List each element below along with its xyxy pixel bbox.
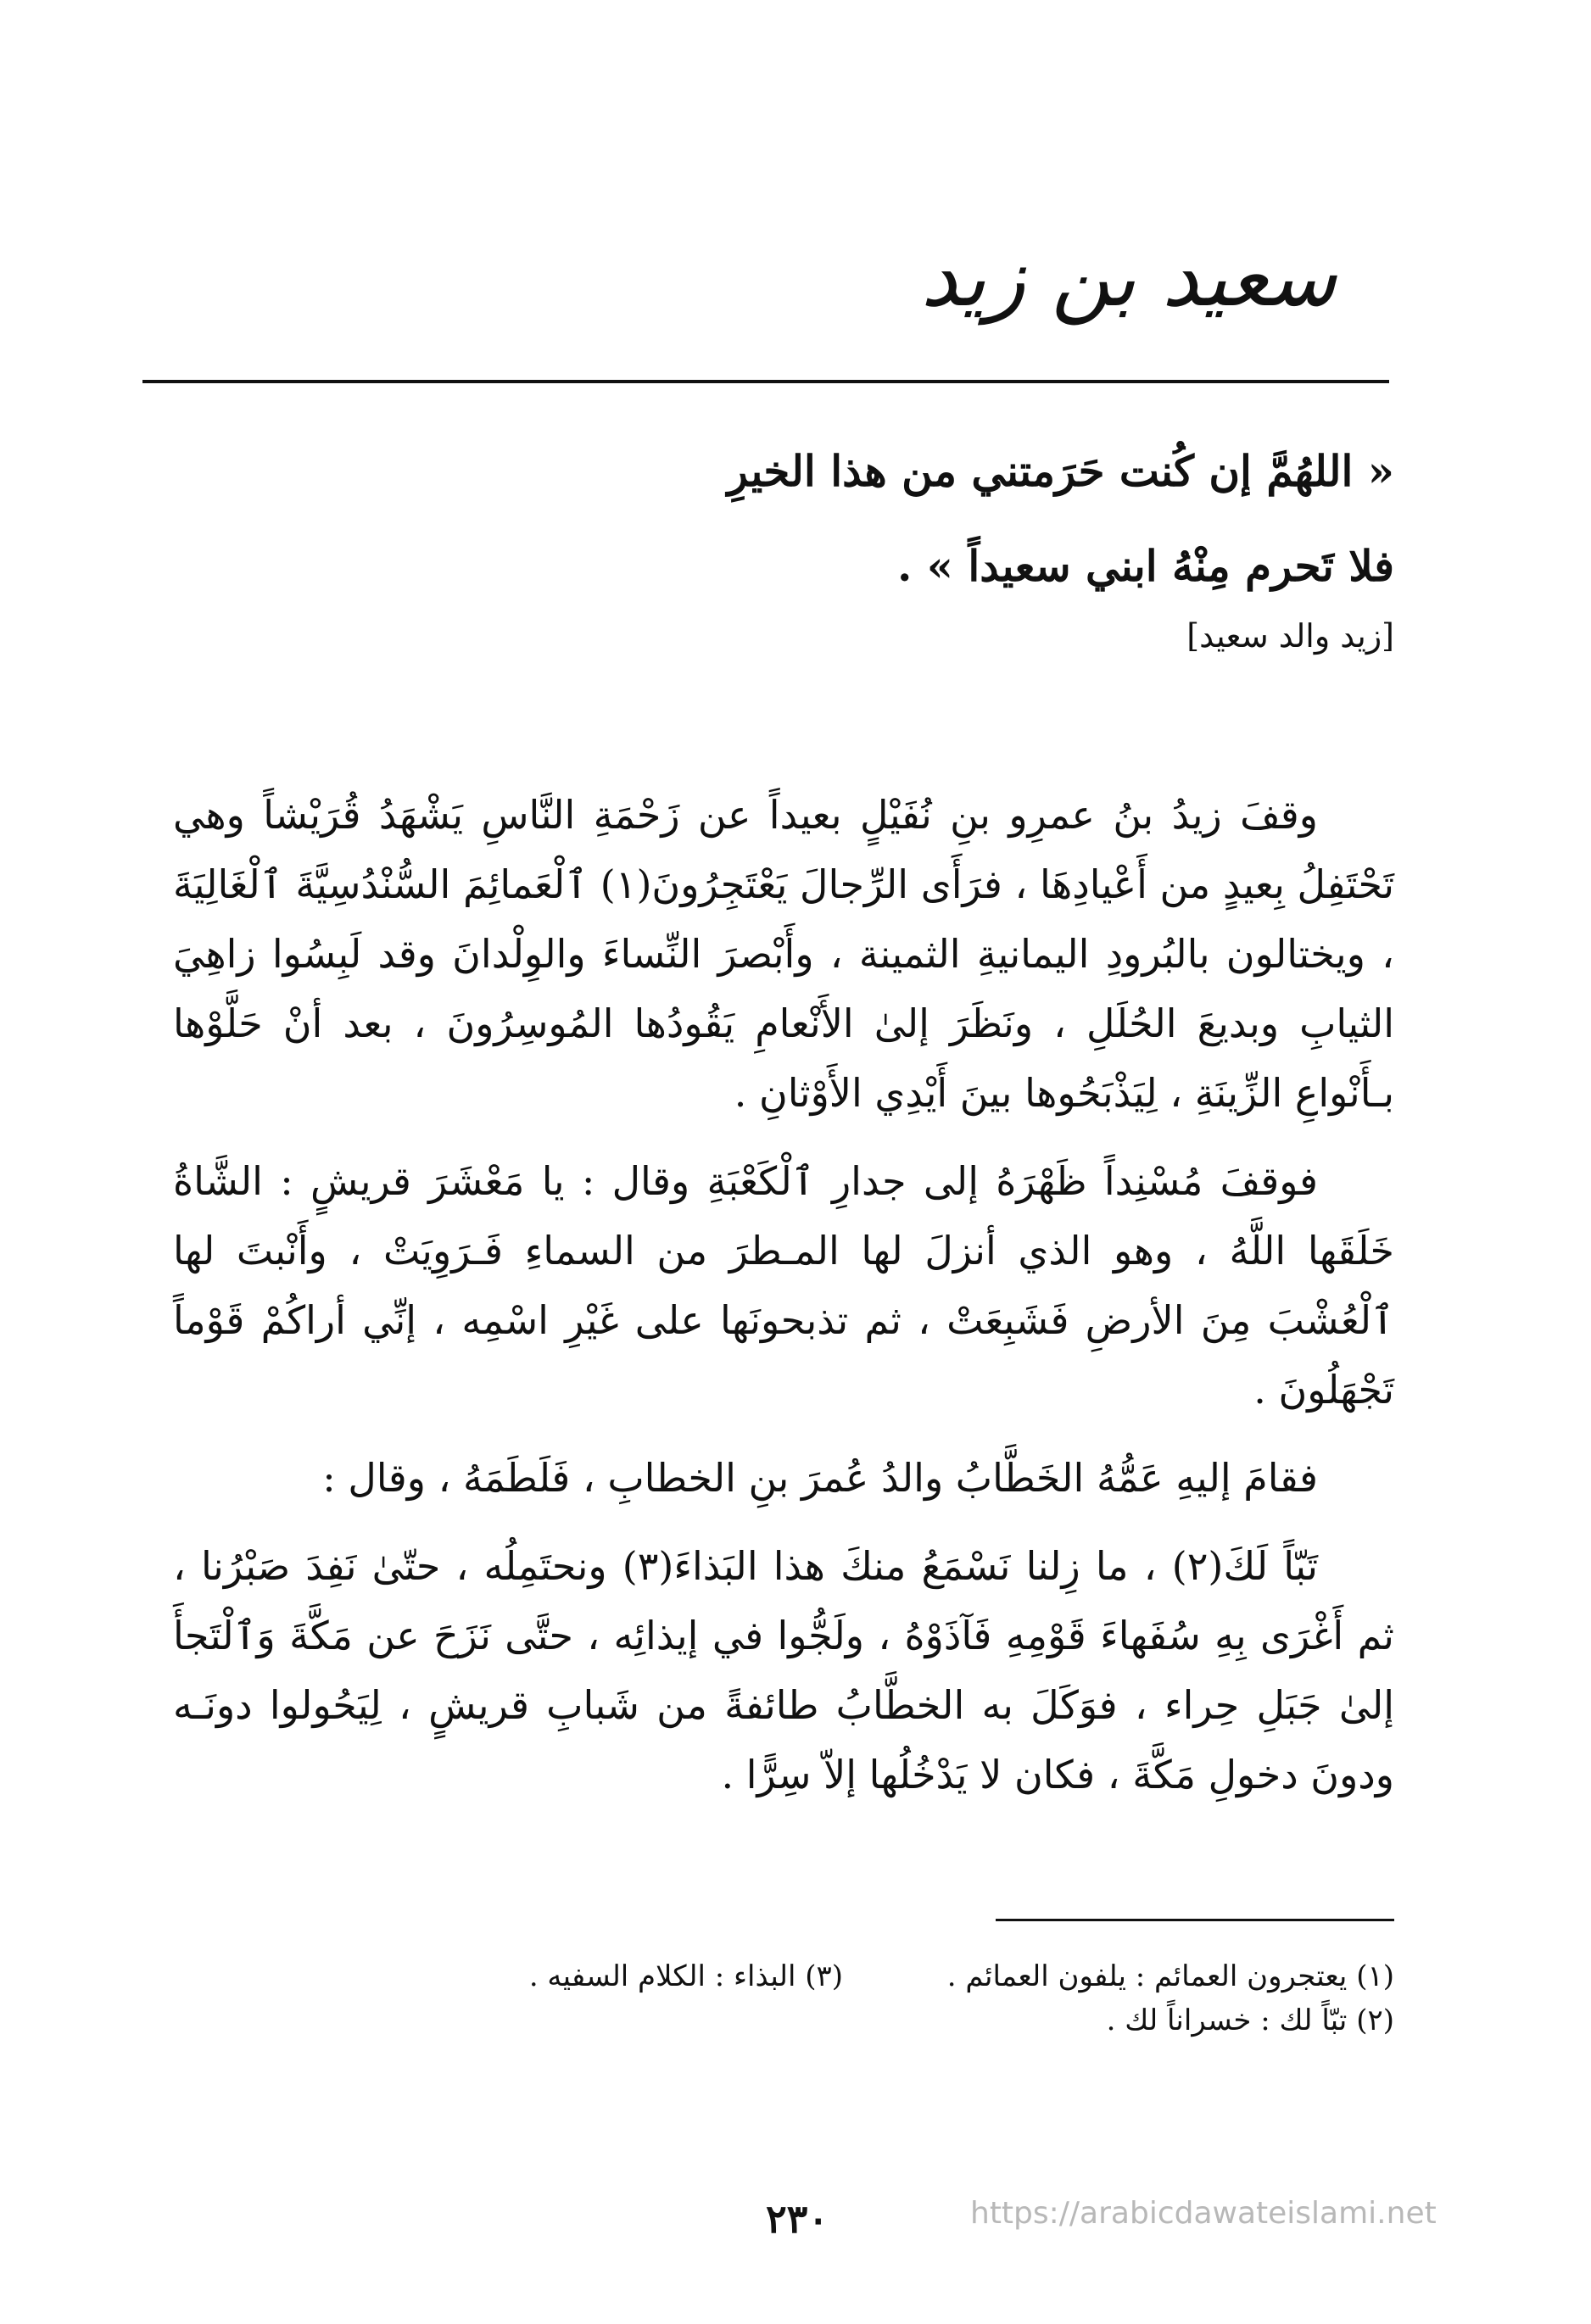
paragraph-2: فوقفَ مُسْنِداً ظَهْرَهُ إلى جدارِ ٱلْكَعْبَةِ وقال : يا مَعْشَرَ قريشٍ : الشَّاةُ خَلَقَها اللَّهُ ، وهو الذي أنزلَ لها المـطرَ من السماءِ فَـرَوِيَتْ ، وأَنْبتَ لها ٱلْعُشْبَ مِنَ الأرضِ فَشَبِعَتْ ، ثم تذبحونَها على غَيْرِ اسْمِه ، إنِّي أراكُمْ قَوْماً تَجْهَلُونَ .: [173, 1158, 1394, 1413]
paragraph-3: فقامَ إليهِ عَمُّهُ الخَطَّابُ والدُ عُمرَ بنِ الخطابِ ، فَلَطَمَهُ ، وقال :: [322, 1455, 1318, 1501]
title-divider: [142, 380, 1389, 383]
epigraph-quote: [292, 424, 1394, 614]
epigraph-line-1: « اللهُمَّ إن كُنت حَرَمتني من هذا الخيرِ: [727, 446, 1394, 496]
footnote-row-2: [173, 1998, 1394, 2043]
footnotes: [173, 1954, 1394, 2043]
chapter-title: سعيد بن زيد: [920, 230, 1337, 325]
watermark-url: https://arabicdawateislami.net: [970, 2196, 1437, 2231]
paragraph-4: تَبّاً لَكَ(٢) ، ما زِلنا نَسْمَعُ منكَ هذا البَذاءَ(٣) ونحتَمِلُه ، حتّىٰ نَفِدَ صَبْرُنا ، ثم أَغْرَى بِهِ سُفَهاءَ قَوْمِهِ فَآذَوْهُ ، ولَجُّوا في إيذائِه ، حتَّى نَزَحَ عن مَكَّةَ وَٱلْتَجأَ إلىٰ جَبَلِ حِراء ، فوَكَلَ به الخطَّابُ طائفةً من شَبابِ قريشٍ ، لِيَحُولوا دونَـه ودونَ دخولِ مَكَّةَ ، فكان لا يَدْخُلُها إلاّ سِرًّا .: [173, 1543, 1394, 1797]
page-number: ٢٣٠: [765, 2196, 829, 2242]
footnote-1: (١) يعتجرون العمائم : يلفون العمائم .: [946, 1959, 1394, 1993]
footnote-divider: [996, 1919, 1394, 1921]
footnote-row-1: [173, 1954, 1394, 1998]
paragraph-1: وقفَ زيدُ بنُ عمرِو بنِ نُفَيْلٍ بعيداً عن زَحْمَةِ النَّاسِ يَشْهَدُ قُرَيْشاً وهي تَحْتَفِلُ بِعيدٍ من أَعْيادِهَا ، فرَأَى الرِّجالَ يَعْتَجِرُونَ(١) ٱلْعَمائِمَ السُّنْدُسِيَّةَ ٱلْغَالِيَةَ ، ويختالون بالبُرودِ اليمانيةِ الثمينة ، وأَبْصرَ النِّساءَ والوِلْدانَ وقد لَبِسُوا زاهِيَ الثيابِ وبديعَ الحُلَلِ ، ونَظَرَ إلىٰ الأَنْعامِ يَقُودُها المُوسِرُونَ ، بعد أنْ حَلَّوْها بـأَنْواعِ الزِّينَةِ ، لِيَذْبَحُوها بينَ أَيْدِي الأَوْثانِ .: [173, 792, 1394, 1116]
epigraph-source: [زيد والد سعيد]: [1186, 617, 1394, 655]
epigraph-line-2: فلا تَحرم مِنْهُ ابني سعيداً » .: [896, 541, 1394, 591]
footnote-3: (٣) البذاء : الكلام السفيه .: [528, 1959, 843, 1993]
body-text: [173, 780, 1394, 1828]
footnote-2: (٢) تبّاً لك : خسراناً لك .: [1106, 2004, 1394, 2037]
